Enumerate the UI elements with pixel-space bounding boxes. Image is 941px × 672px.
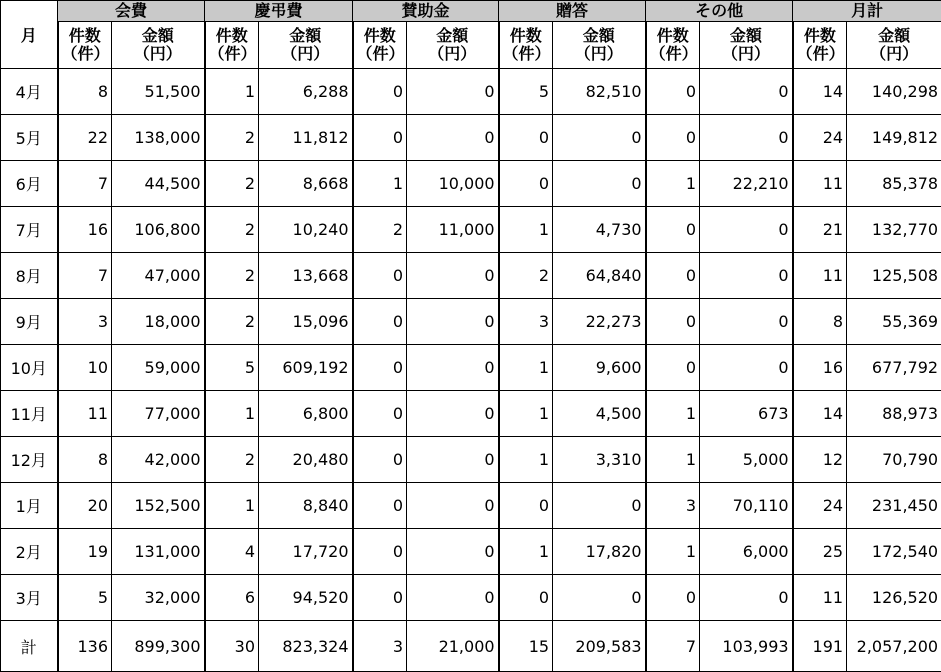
count-cell: 8 — [58, 69, 112, 115]
sub-header-row — [1, 22, 941, 69]
count-header-label: 件数 — [509, 26, 542, 45]
amount-cell: 132,770 — [847, 207, 941, 253]
count-cell: 24 — [793, 483, 847, 529]
month-cell: 10月 — [1, 345, 58, 391]
amount-cell: 0 — [407, 253, 499, 299]
count-cell: 1 — [646, 391, 700, 437]
count-cell: 5 — [499, 69, 553, 115]
group-header-condolence-fee: 慶弔費 — [205, 1, 353, 22]
count-cell: 0 — [646, 69, 700, 115]
count-cell: 5 — [58, 575, 112, 621]
count-cell: 1 — [646, 437, 700, 483]
amount-cell: 0 — [407, 437, 499, 483]
amount-cell: 0 — [700, 207, 793, 253]
count-cell: 7 — [58, 161, 112, 207]
amount-cell: 0 — [700, 69, 793, 115]
amount-cell: 8,668 — [259, 161, 353, 207]
count-cell: 15 — [499, 621, 553, 672]
count-cell: 0 — [646, 345, 700, 391]
count-cell: 14 — [793, 391, 847, 437]
amount-cell: 47,000 — [112, 253, 205, 299]
count-cell: 0 — [646, 207, 700, 253]
count-column-header — [353, 22, 407, 69]
amount-cell: 55,369 — [847, 299, 941, 345]
amount-cell: 0 — [407, 345, 499, 391]
amount-cell: 10,000 — [407, 161, 499, 207]
count-cell: 0 — [353, 575, 407, 621]
table-row — [1, 161, 941, 207]
count-cell: 0 — [353, 437, 407, 483]
count-cell: 1 — [499, 391, 553, 437]
count-cell: 2 — [205, 207, 259, 253]
amount-cell: 21,000 — [407, 621, 499, 672]
count-cell: 6 — [205, 575, 259, 621]
count-cell: 0 — [353, 115, 407, 161]
amount-cell: 673 — [700, 391, 793, 437]
count-cell: 5 — [205, 345, 259, 391]
group-header-membership-fee: 会費 — [58, 1, 205, 22]
count-header-unit: （件） — [796, 44, 845, 63]
amount-cell: 10,240 — [259, 207, 353, 253]
month-cell: 11月 — [1, 391, 58, 437]
amount-cell: 0 — [553, 575, 646, 621]
count-cell: 16 — [58, 207, 112, 253]
count-column-header — [205, 22, 259, 69]
count-cell: 2 — [205, 253, 259, 299]
amount-cell: 0 — [700, 115, 793, 161]
amount-cell: 17,720 — [259, 529, 353, 575]
count-header-unit: （件） — [208, 44, 257, 63]
count-cell: 191 — [793, 621, 847, 672]
count-header-label: 件数 — [656, 26, 689, 45]
month-column-header: 月 — [1, 1, 58, 69]
group-header-sponsorship: 賛助金 — [353, 1, 499, 22]
amount-cell: 77,000 — [112, 391, 205, 437]
count-column-header — [646, 22, 700, 69]
count-cell: 1 — [646, 529, 700, 575]
amount-cell: 172,540 — [847, 529, 941, 575]
amount-cell: 4,500 — [553, 391, 646, 437]
amount-cell: 44,500 — [112, 161, 205, 207]
table-row — [1, 345, 941, 391]
amount-cell: 609,192 — [259, 345, 353, 391]
count-cell: 7 — [58, 253, 112, 299]
count-header-unit: （件） — [356, 44, 405, 63]
month-cell: 12月 — [1, 437, 58, 483]
amount-cell: 0 — [407, 575, 499, 621]
amount-cell: 3,310 — [553, 437, 646, 483]
count-cell: 11 — [58, 391, 112, 437]
count-cell: 8 — [793, 299, 847, 345]
count-column-header — [58, 22, 112, 69]
amount-cell: 0 — [700, 345, 793, 391]
group-header-monthly-total: 月計 — [793, 1, 941, 22]
amount-cell: 0 — [553, 483, 646, 529]
count-cell: 0 — [353, 391, 407, 437]
amount-cell: 140,298 — [847, 69, 941, 115]
count-header-label: 件数 — [215, 26, 248, 45]
count-cell: 1 — [353, 161, 407, 207]
count-cell: 10 — [58, 345, 112, 391]
amount-cell: 0 — [407, 391, 499, 437]
amount-cell: 0 — [407, 69, 499, 115]
count-cell: 0 — [353, 299, 407, 345]
amount-cell: 88,973 — [847, 391, 941, 437]
amount-column-header — [407, 22, 499, 69]
month-cell: 3月 — [1, 575, 58, 621]
amount-cell: 5,000 — [700, 437, 793, 483]
month-cell: 9月 — [1, 299, 58, 345]
count-header-unit: （件） — [649, 44, 698, 63]
count-cell: 21 — [793, 207, 847, 253]
count-cell: 0 — [353, 483, 407, 529]
amount-cell: 106,800 — [112, 207, 205, 253]
count-cell: 2 — [499, 253, 553, 299]
count-cell: 0 — [499, 161, 553, 207]
amount-cell: 677,792 — [847, 345, 941, 391]
amount-cell: 9,600 — [553, 345, 646, 391]
amount-header-label: 金額 — [436, 26, 469, 45]
amount-cell: 15,096 — [259, 299, 353, 345]
amount-cell: 0 — [407, 529, 499, 575]
amount-cell: 4,730 — [553, 207, 646, 253]
amount-cell: 2,057,200 — [847, 621, 941, 672]
count-cell: 2 — [205, 437, 259, 483]
amount-cell: 823,324 — [259, 621, 353, 672]
count-cell: 25 — [793, 529, 847, 575]
count-header-unit: （件） — [502, 44, 551, 63]
count-cell: 0 — [353, 69, 407, 115]
table-row — [1, 483, 941, 529]
amount-column-header — [112, 22, 205, 69]
count-cell: 11 — [793, 253, 847, 299]
table-row — [1, 299, 941, 345]
amount-header-unit: （円） — [133, 44, 182, 63]
count-cell: 3 — [353, 621, 407, 672]
amount-cell: 11,812 — [259, 115, 353, 161]
amount-cell: 82,510 — [553, 69, 646, 115]
amount-cell: 22,210 — [700, 161, 793, 207]
amount-header-unit: （円） — [281, 44, 330, 63]
amount-cell: 149,812 — [847, 115, 941, 161]
amount-cell: 13,668 — [259, 253, 353, 299]
amount-cell: 70,110 — [700, 483, 793, 529]
amount-cell: 0 — [553, 161, 646, 207]
amount-header-label: 金額 — [878, 26, 911, 45]
count-header-label: 件数 — [803, 26, 836, 45]
count-cell: 1 — [499, 437, 553, 483]
count-cell: 0 — [499, 483, 553, 529]
table-row — [1, 207, 941, 253]
amount-header-unit: （円） — [574, 44, 623, 63]
count-cell: 0 — [646, 253, 700, 299]
amount-header-unit: （円） — [721, 44, 770, 63]
count-cell: 0 — [353, 529, 407, 575]
table-row — [1, 575, 941, 621]
count-column-header — [793, 22, 847, 69]
group-header-gifts: 贈答 — [499, 1, 646, 22]
month-cell: 6月 — [1, 161, 58, 207]
ledger-body — [1, 69, 941, 672]
amount-cell: 0 — [700, 299, 793, 345]
month-cell: 2月 — [1, 529, 58, 575]
amount-cell: 0 — [407, 299, 499, 345]
count-cell: 8 — [58, 437, 112, 483]
count-cell: 1 — [646, 161, 700, 207]
count-cell: 1 — [205, 69, 259, 115]
amount-cell: 231,450 — [847, 483, 941, 529]
count-cell: 2 — [205, 161, 259, 207]
amount-cell: 11,000 — [407, 207, 499, 253]
table-row — [1, 115, 941, 161]
count-cell: 3 — [499, 299, 553, 345]
count-header-unit: （件） — [61, 44, 110, 63]
count-cell: 2 — [353, 207, 407, 253]
count-cell: 11 — [793, 161, 847, 207]
count-cell: 1 — [499, 345, 553, 391]
count-cell: 0 — [353, 345, 407, 391]
amount-cell: 85,378 — [847, 161, 941, 207]
count-cell: 1 — [205, 391, 259, 437]
amount-header-label: 金額 — [141, 26, 174, 45]
count-cell: 22 — [58, 115, 112, 161]
table-row — [1, 529, 941, 575]
total-row — [1, 621, 941, 672]
amount-cell: 42,000 — [112, 437, 205, 483]
amount-cell: 0 — [407, 483, 499, 529]
amount-cell: 18,000 — [112, 299, 205, 345]
amount-cell: 17,820 — [553, 529, 646, 575]
count-cell: 0 — [499, 575, 553, 621]
month-cell: 8月 — [1, 253, 58, 299]
amount-column-header — [847, 22, 941, 69]
amount-cell: 6,288 — [259, 69, 353, 115]
amount-cell: 0 — [700, 575, 793, 621]
count-cell: 1 — [499, 207, 553, 253]
count-cell: 24 — [793, 115, 847, 161]
amount-header-label: 金額 — [729, 26, 762, 45]
month-cell: 5月 — [1, 115, 58, 161]
amount-cell: 32,000 — [112, 575, 205, 621]
amount-cell: 20,480 — [259, 437, 353, 483]
amount-cell: 70,790 — [847, 437, 941, 483]
amount-cell: 64,840 — [553, 253, 646, 299]
amount-cell: 94,520 — [259, 575, 353, 621]
table-row — [1, 437, 941, 483]
amount-cell: 59,000 — [112, 345, 205, 391]
count-cell: 7 — [646, 621, 700, 672]
count-header-label: 件数 — [68, 26, 101, 45]
amount-cell: 0 — [700, 253, 793, 299]
count-cell: 0 — [646, 299, 700, 345]
month-cell: 1月 — [1, 483, 58, 529]
count-cell: 11 — [793, 575, 847, 621]
amount-column-header — [553, 22, 646, 69]
amount-cell: 6,000 — [700, 529, 793, 575]
amount-column-header — [700, 22, 793, 69]
count-cell: 4 — [205, 529, 259, 575]
count-cell: 0 — [646, 575, 700, 621]
group-header-other: その他 — [646, 1, 793, 22]
count-cell: 0 — [646, 115, 700, 161]
amount-cell: 103,993 — [700, 621, 793, 672]
count-cell: 3 — [646, 483, 700, 529]
amount-cell: 0 — [407, 115, 499, 161]
amount-cell: 152,500 — [112, 483, 205, 529]
table-row — [1, 69, 941, 115]
amount-column-header — [259, 22, 353, 69]
count-cell: 1 — [499, 529, 553, 575]
count-cell: 19 — [58, 529, 112, 575]
count-cell: 3 — [58, 299, 112, 345]
table-row — [1, 253, 941, 299]
amount-cell: 899,300 — [112, 621, 205, 672]
count-cell: 12 — [793, 437, 847, 483]
amount-cell: 0 — [553, 115, 646, 161]
amount-header-unit: （円） — [870, 44, 919, 63]
count-cell: 0 — [353, 253, 407, 299]
count-cell: 136 — [58, 621, 112, 672]
count-cell: 30 — [205, 621, 259, 672]
amount-cell: 209,583 — [553, 621, 646, 672]
amount-cell: 6,800 — [259, 391, 353, 437]
month-cell: 7月 — [1, 207, 58, 253]
amount-header-unit: （円） — [428, 44, 477, 63]
table-row — [1, 391, 941, 437]
amount-cell: 22,273 — [553, 299, 646, 345]
count-cell: 16 — [793, 345, 847, 391]
count-cell: 0 — [499, 115, 553, 161]
amount-header-label: 金額 — [289, 26, 322, 45]
amount-cell: 138,000 — [112, 115, 205, 161]
group-header-row — [1, 1, 941, 22]
count-header-label: 件数 — [363, 26, 396, 45]
count-cell: 14 — [793, 69, 847, 115]
total-label-cell: 計 — [1, 621, 58, 672]
amount-cell: 126,520 — [847, 575, 941, 621]
count-cell: 1 — [205, 483, 259, 529]
month-cell: 4月 — [1, 69, 58, 115]
count-cell: 2 — [205, 115, 259, 161]
count-column-header — [499, 22, 553, 69]
amount-cell: 51,500 — [112, 69, 205, 115]
amount-cell: 131,000 — [112, 529, 205, 575]
amount-header-label: 金額 — [582, 26, 615, 45]
count-cell: 20 — [58, 483, 112, 529]
amount-cell: 125,508 — [847, 253, 941, 299]
amount-cell: 8,840 — [259, 483, 353, 529]
count-cell: 2 — [205, 299, 259, 345]
